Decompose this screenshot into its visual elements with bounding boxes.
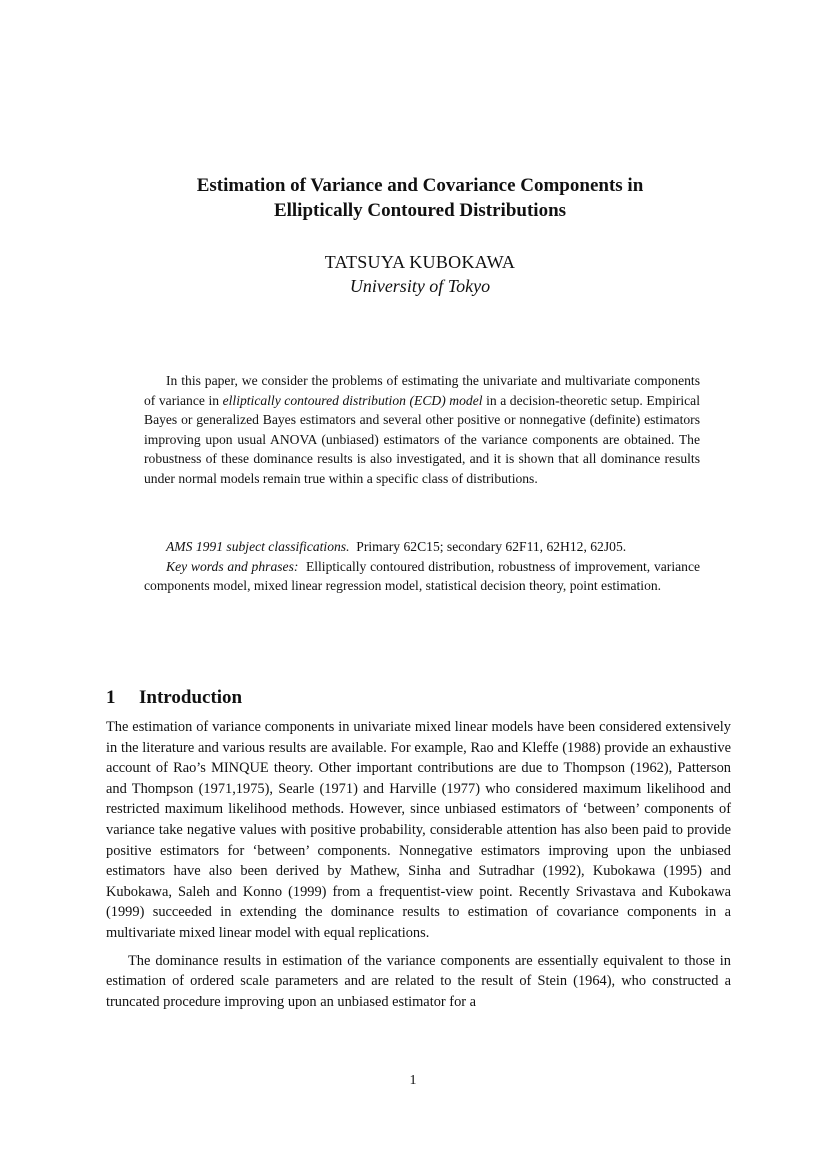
page-number: 1 (409, 1073, 417, 1088)
abstract-text-1: In this paper, we consider the problems of estimating the univariate and multivariate components of variance in (144, 373, 700, 408)
author-name: TATSUYA KUBOKAWA (324, 252, 516, 272)
section-number: 1 (106, 687, 116, 708)
ams-classification (144, 537, 700, 557)
body-text (106, 717, 731, 1012)
keywords-text: Elliptically contoured distribution, robustness of improvement, variance components model, mixed linear regression model, statistical decision theory, point estimation. (144, 558, 701, 594)
abstract (144, 371, 700, 489)
paragraph: The estimation of variance components in univariate mixed linear models have been considered extensively in the literature and various results are available. For example, Rao and Kleffe (1988) provide an exhaustive account of Rao’s MINQUE theory. Other important contributions are due to Thompson (1962), Patterson and Thompson (1971,1975), Searle (1971) and Harville (1977) who considered maximum likelihood and restricted maximum likelihood methods. However, since unbiased estimators of ‘between’ components of variance take negative values with positive probability, considerable attention has also been paid to provide positive estimators for ‘between’ components. Nonnegative estimators improving upon the unbiased estimators have also been derived by Mathew, Sinha and Sutradhar (1992), Kubokawa (1995) and Kubokawa, Saleh and Konno (1999) from a frequentist-view point. Recently Srivastava and Kubokawa (1999) succeeded in extending the dominance results to estimation of covariance components in a multivariate mixed linear model with equal replications. (106, 719, 731, 941)
section-heading (106, 686, 242, 710)
title-line-2: Elliptically Contoured Distributions (273, 200, 567, 221)
author-affiliation: University of Tokyo (349, 276, 491, 296)
ams-label: AMS 1991 subject classifications. (166, 539, 350, 554)
ams-text: Primary 62C15; secondary 62F11, 62H12, 62J05. (356, 539, 627, 554)
title-line-1: Estimation of Variance and Covariance Components in (196, 175, 644, 196)
abstract-emphasis: elliptically contoured distribution (ECD) model (222, 392, 483, 408)
section-title: Introduction (139, 687, 243, 708)
abstract-text-2: in a decision-theoretic setup. Empirical Bayes or generalized Bayes estimators and several other positive or nonnegative (definite) estimators improving upon usual ANOVA (unbiased) estimators of the variance components are obtained. The robustness of these dominance results is also investigated, and it is shown that all dominance results under normal models remain true within a specific class of distributions. (144, 392, 700, 486)
classification-block (144, 537, 700, 596)
paragraph: The dominance results in estimation of the variance components are essentially equivalent to those in estimation of ordered scale parameters and are related to the result of Stein (1964), who constructed a truncated procedure improving upon an unbiased estimator for a (106, 952, 731, 1010)
paper-title (100, 173, 740, 223)
keywords (144, 557, 700, 596)
keywords-label: Key words and phrases: (166, 558, 299, 574)
